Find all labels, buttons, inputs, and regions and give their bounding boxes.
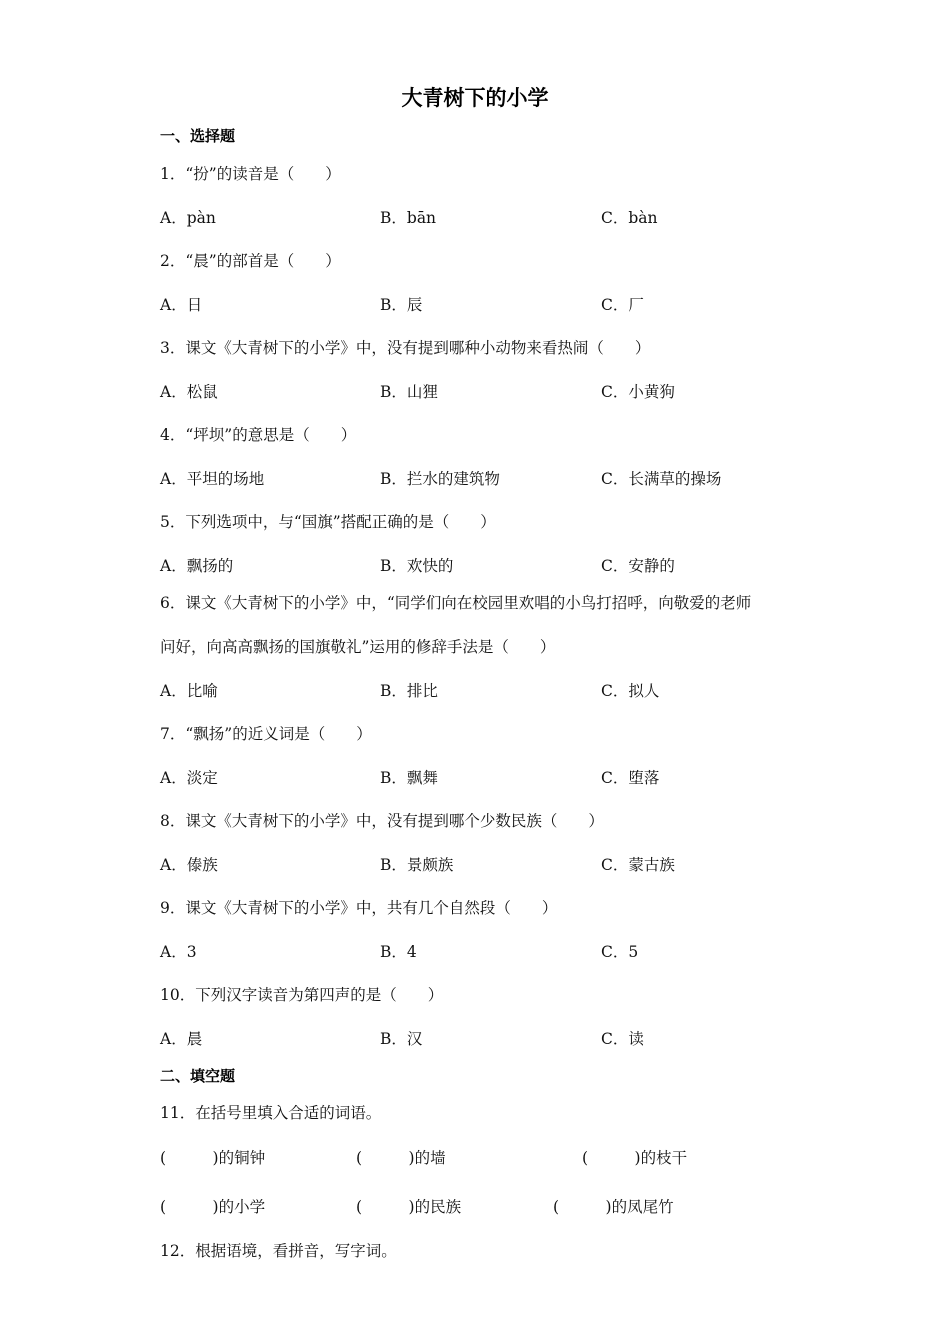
option-c: C．读 bbox=[601, 1030, 644, 1048]
option-a: A．pàn bbox=[160, 209, 216, 227]
question-stem: 7．“飘扬”的近义词是（ ） bbox=[160, 725, 372, 743]
page-title: 大青树下的小学 bbox=[401, 86, 549, 110]
question-stem: 3．课文《大青树下的小学》中，没有提到哪种小动物来看热闹（ ） bbox=[160, 339, 651, 357]
option-a: A．淡定 bbox=[160, 769, 218, 787]
question-stem: 5．下列选项中，与“国旗”搭配正确的是（ ） bbox=[160, 513, 496, 531]
question-stem-continued: 问好，向高高飘扬的国旗敬礼”运用的修辞手法是（ ） bbox=[160, 638, 556, 656]
question-stem: 4．“坪坝”的意思是（ ） bbox=[160, 426, 357, 444]
fill-blank: ( )的枝干 bbox=[582, 1149, 688, 1167]
option-b: B．辰 bbox=[380, 296, 423, 314]
fill-blank: ( )的凤尾竹 bbox=[553, 1198, 674, 1216]
question-stem: 8．课文《大青树下的小学》中，没有提到哪个少数民族（ ） bbox=[160, 812, 604, 830]
option-b: B．飘舞 bbox=[380, 769, 438, 787]
option-a: A．日 bbox=[160, 296, 203, 314]
option-b: B．山狸 bbox=[380, 383, 438, 401]
section-heading-fill: 二、填空题 bbox=[160, 1067, 236, 1085]
option-b: B．欢快的 bbox=[380, 557, 454, 575]
option-c: C．5 bbox=[601, 943, 639, 961]
option-b: B．bān bbox=[380, 209, 437, 227]
option-a: A．傣族 bbox=[160, 856, 218, 874]
option-c: C．长满草的操场 bbox=[601, 470, 722, 488]
option-b: B．拦水的建筑物 bbox=[380, 470, 500, 488]
fill-blank: ( )的墙 bbox=[356, 1149, 446, 1167]
section-heading-choice: 一、选择题 bbox=[160, 127, 236, 145]
option-a: A．3 bbox=[160, 943, 197, 961]
option-b: B．4 bbox=[380, 943, 417, 961]
option-a: A．平坦的场地 bbox=[160, 470, 265, 488]
fill-blank: ( )的小学 bbox=[160, 1198, 266, 1216]
option-b: B．汉 bbox=[380, 1030, 423, 1048]
question-stem: 6．课文《大青树下的小学》中，“同学们向在校园里欢唱的小鸟打招呼，向敬爱的老师 bbox=[160, 594, 752, 612]
option-a: A．晨 bbox=[160, 1030, 203, 1048]
fill-blank: ( )的民族 bbox=[356, 1198, 462, 1216]
question-stem: 1．“扮”的读音是（ ） bbox=[160, 165, 341, 183]
question-stem: 12．根据语境，看拼音，写字词。 bbox=[160, 1242, 397, 1260]
option-b: B．景颇族 bbox=[380, 856, 454, 874]
fill-blank: ( )的铜钟 bbox=[160, 1149, 266, 1167]
option-c: C．bàn bbox=[601, 209, 658, 227]
question-stem: 2．“晨”的部首是（ ） bbox=[160, 252, 341, 270]
option-a: A．比喻 bbox=[160, 682, 218, 700]
option-c: C．堕落 bbox=[601, 769, 660, 787]
option-c: C．小黄狗 bbox=[601, 383, 675, 401]
option-c: C．蒙古族 bbox=[601, 856, 675, 874]
option-c: C．安静的 bbox=[601, 557, 675, 575]
question-stem: 10．下列汉字读音为第四声的是（ ） bbox=[160, 986, 444, 1004]
option-c: C．厂 bbox=[601, 296, 644, 314]
option-a: A．松鼠 bbox=[160, 383, 218, 401]
option-a: A．飘扬的 bbox=[160, 557, 234, 575]
option-b: B．排比 bbox=[380, 682, 438, 700]
question-stem: 9．课文《大青树下的小学》中，共有几个自然段（ ） bbox=[160, 899, 558, 917]
question-stem: 11．在括号里填入合适的词语。 bbox=[160, 1104, 382, 1122]
option-c: C．拟人 bbox=[601, 682, 660, 700]
